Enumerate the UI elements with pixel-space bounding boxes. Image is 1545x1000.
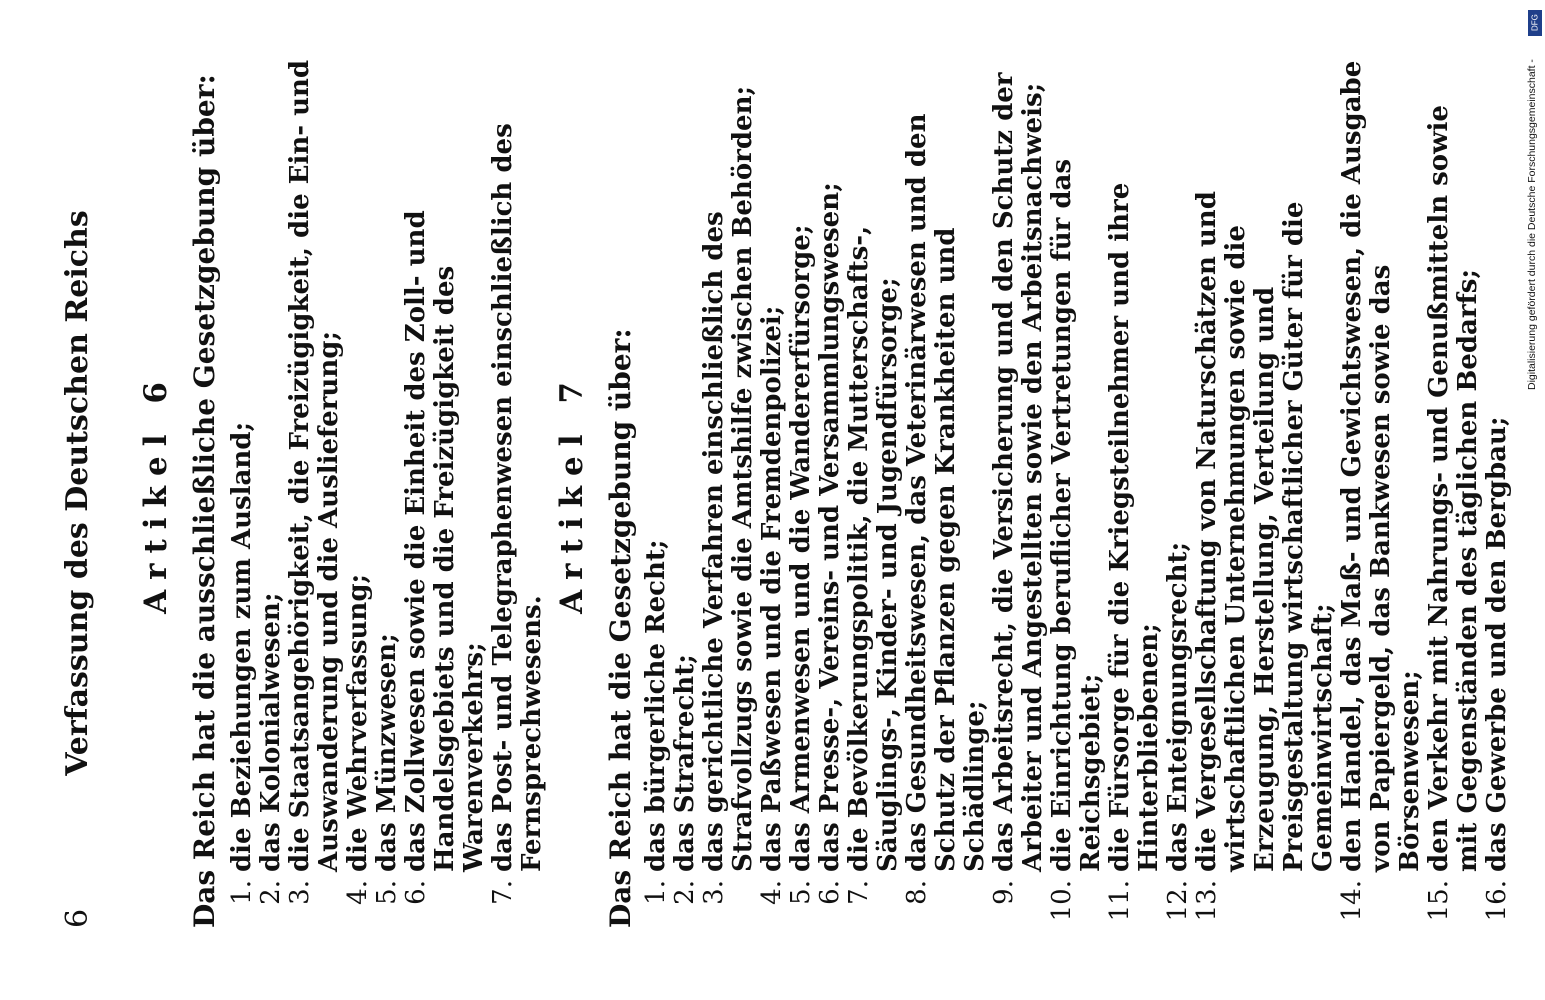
item-text: das Strafrecht; [670,654,700,872]
item-number: 1. [641,880,671,905]
item-number: 7. [844,880,874,905]
dfg-logo: DFG [1528,10,1542,36]
item-text: das Münzwesen; [372,633,402,872]
item-text: das gerichtliche Verfahren einschließlich des Strafvollzugs sowie die Amtshilfe zwischen Behörden; [699,85,758,872]
item-number: 3. [699,880,729,905]
list-item [257,58,286,928]
item-text: das bürgerliche Recht; [641,539,671,872]
list-item [489,58,547,928]
page-header [60,58,100,928]
list-item [228,58,257,928]
list-item [1483,58,1512,928]
item-text: die Einrichtung beruflicher Vertretungen für das Reichsgebiet; [1047,158,1106,872]
list-item [1425,58,1483,928]
item-number: 14. [1337,880,1367,922]
item-text: das Kolonialwesen; [256,592,286,872]
item-text: das Zollwesen sowie die Einheit des Zoll- und Handelsgebiets und die Freizügigkeit des Warenverkehrs; [401,210,489,872]
item-number: 4. [757,880,787,905]
item-number: 3. [285,880,315,905]
list-item [402,58,489,928]
list-item [700,58,758,928]
item-number: 2. [256,880,286,905]
list-item [1338,58,1425,928]
item-number: 7. [488,880,518,905]
item-text: das Paßwesen und die Fremdenpolizei; [757,305,787,872]
item-text: das Arbeitsrecht, die Versicherung und den Schutz der Arbeiter und Angestellten sowie den Arbeitsnachweis; [989,72,1048,872]
item-text: den Verkehr mit Nahrungs- und Genußmitteln sowie mit Gegenständen des täglichen Bedarfs; [1424,105,1483,872]
item-number: 16. [1482,880,1512,922]
item-text: das Gewerbe und den Bergbau; [1482,416,1512,872]
page-number: 6 [60,908,95,928]
item-text: die Wehrverfassung; [343,573,373,872]
list-item [286,58,344,928]
item-number: 10. [1047,880,1077,922]
item-text: die Bevölkerungspolitik, die Mutterschafts-, Säuglings-, Kinder- und Jugendfürsorge; [844,225,903,872]
article-7-title: Artikel 7 [554,372,590,614]
list-item [816,58,845,928]
item-number: 5. [786,880,816,905]
list-item [845,58,903,928]
item-number: 9. [989,880,1019,905]
item-text: das Armenwesen und die Wandererfürsorge; [786,224,816,872]
item-number: 15. [1424,880,1454,922]
item-number: 13. [1192,880,1222,922]
item-text: die Fürsorge für die Kriegsteilnehmer und ihre Hinterbliebenen; [1105,182,1164,872]
item-number: 6. [815,880,845,905]
item-number: 12. [1163,880,1193,922]
item-number: 6. [401,880,431,905]
item-text: die Vergesellschaftung von Naturschätzen und wirtschaftlichen Unternehmungen sowie die Erzeugung, Herstellung, Verteilung und Preisgestaltung wirtschaftlicher Güter für die Gemeinwirtschaft; [1192,191,1338,872]
item-number: 5. [372,880,402,905]
list-item [787,58,816,928]
item-number: 11. [1105,880,1135,922]
article-6-items [228,58,547,928]
item-text: das Presse-, Vereins- und Versammlungswesen; [815,182,845,872]
item-number: 1. [227,880,257,905]
digitization-credit [1521,10,1543,390]
article-7-items [642,58,1512,928]
list-item [642,58,671,928]
list-item [1048,58,1106,928]
list-item [1164,58,1193,928]
list-item [1106,58,1164,928]
running-head: Verfassung des Deutschen Reichs [60,210,95,776]
list-item [671,58,700,928]
list-item [344,58,373,928]
list-item [373,58,402,928]
item-text: das Gesundheitswesen, das Veterinärwesen und den Schutz der Pflanzen gegen Krankheiten und Schädlinge; [902,113,990,872]
item-text: die Beziehungen zum Ausland; [227,421,257,872]
credit-text: Digitalisierung gefördert durch die Deutsche Forschungsgemeinschaft - [1526,59,1538,390]
article-6-intro: Das Reich hat die ausschließliche Gesetzgebung über: [188,74,221,928]
item-text: das Enteignungsrecht; [1163,541,1193,872]
article-7-intro: Das Reich hat die Gesetzgebung über: [604,328,637,928]
list-item [1193,58,1338,928]
item-text: den Handel, das Maß- und Gewichtswesen, die Ausgabe von Papiergeld, das Bankwesen sowie das Börsenwesen; [1337,60,1425,872]
list-item [758,58,787,928]
item-number: 2. [670,880,700,905]
item-text: die Staatsangehörigkeit, die Freizügigkeit, die Ein- und Auswanderung und die Auslieferung; [285,59,344,872]
list-item [990,58,1048,928]
item-number: 4. [343,880,373,905]
list-item [903,58,990,928]
item-number: 8. [902,880,932,905]
article-6-title: Artikel 6 [138,372,174,614]
item-text: das Post- und Telegraphenwesen einschließlich des Fernsprechwesens. [488,123,547,872]
